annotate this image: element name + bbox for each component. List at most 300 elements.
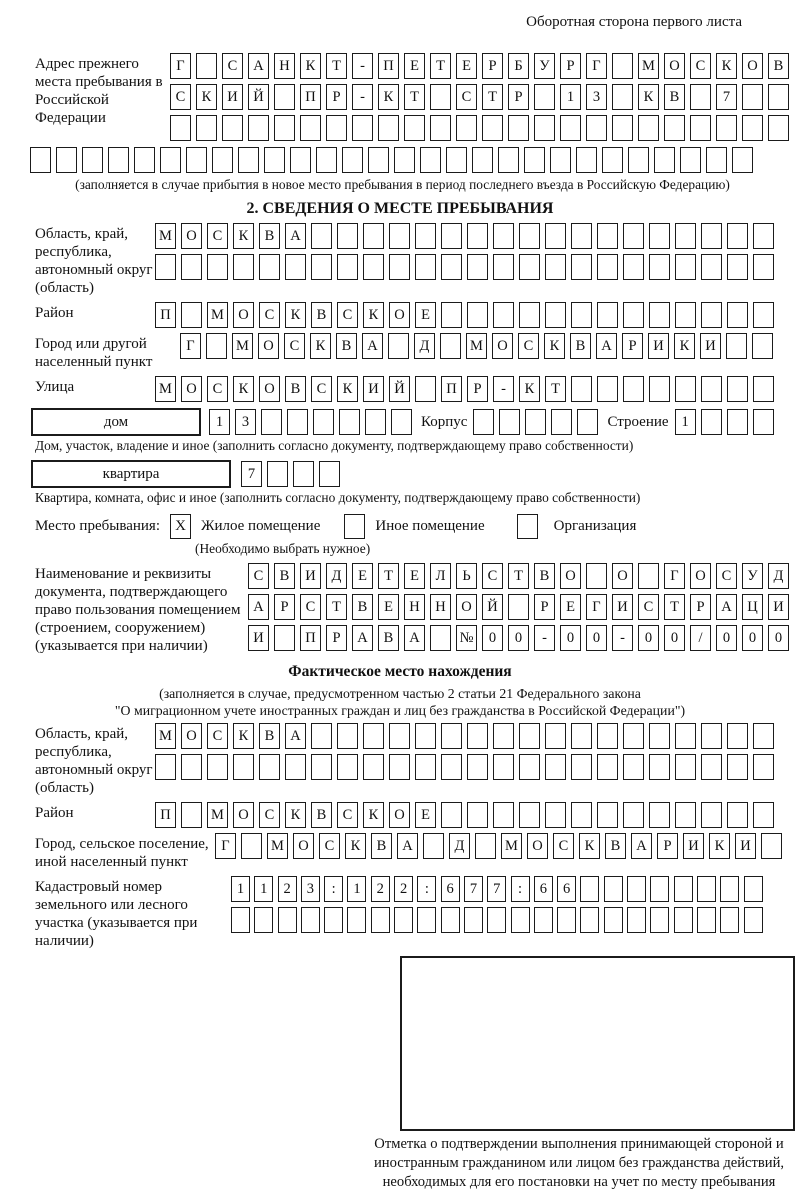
char-box[interactable]	[519, 802, 540, 828]
char-box[interactable]	[493, 254, 514, 280]
char-box[interactable]: Е	[415, 802, 436, 828]
char-box[interactable]: Р	[657, 833, 678, 859]
char-box[interactable]: -	[352, 53, 373, 79]
char-box[interactable]: К	[363, 802, 384, 828]
char-box[interactable]	[472, 147, 493, 173]
char-box[interactable]	[430, 84, 451, 110]
char-box[interactable]: 7	[464, 876, 483, 902]
char-box[interactable]	[473, 409, 494, 435]
char-box[interactable]	[727, 376, 748, 402]
char-box[interactable]: П	[155, 302, 176, 328]
char-box[interactable]	[134, 147, 155, 173]
char-box[interactable]	[339, 409, 360, 435]
char-box[interactable]: Р	[274, 594, 295, 620]
char-box[interactable]	[441, 754, 462, 780]
char-box[interactable]	[222, 115, 243, 141]
char-box[interactable]: О	[293, 833, 314, 859]
char-box[interactable]	[612, 53, 633, 79]
char-box[interactable]	[768, 84, 789, 110]
char-box[interactable]: К	[579, 833, 600, 859]
char-box[interactable]: М	[232, 333, 253, 359]
char-box[interactable]	[623, 723, 644, 749]
char-box[interactable]	[347, 907, 366, 933]
char-box[interactable]	[267, 461, 288, 487]
char-box[interactable]	[287, 409, 308, 435]
char-box[interactable]	[206, 333, 227, 359]
char-box[interactable]: О	[664, 53, 685, 79]
char-box[interactable]: Е	[352, 563, 373, 589]
char-box[interactable]	[623, 254, 644, 280]
char-box[interactable]	[446, 147, 467, 173]
char-box[interactable]: С	[300, 594, 321, 620]
char-box[interactable]: Ь	[456, 563, 477, 589]
char-box[interactable]: О	[181, 376, 202, 402]
char-box[interactable]	[586, 115, 607, 141]
char-box[interactable]	[597, 376, 618, 402]
char-box[interactable]: К	[285, 302, 306, 328]
char-box[interactable]: 3	[235, 409, 256, 435]
char-box[interactable]	[675, 723, 696, 749]
char-box[interactable]: Д	[449, 833, 470, 859]
char-box[interactable]: С	[638, 594, 659, 620]
char-box[interactable]	[701, 376, 722, 402]
char-box[interactable]: 0	[638, 625, 659, 651]
char-box[interactable]	[577, 409, 598, 435]
organization-checkbox[interactable]	[517, 514, 538, 539]
char-box[interactable]: Р	[467, 376, 488, 402]
char-box[interactable]: 7	[487, 876, 506, 902]
char-box[interactable]: Д	[326, 563, 347, 589]
char-box[interactable]: В	[378, 625, 399, 651]
char-box[interactable]	[326, 115, 347, 141]
char-box[interactable]: 6	[534, 876, 553, 902]
char-box[interactable]	[313, 409, 334, 435]
char-box[interactable]: К	[233, 723, 254, 749]
char-box[interactable]	[649, 254, 670, 280]
char-box[interactable]	[597, 302, 618, 328]
char-box[interactable]	[768, 115, 789, 141]
char-box[interactable]: Р	[560, 53, 581, 79]
char-box[interactable]: К	[337, 376, 358, 402]
char-box[interactable]: 1	[347, 876, 366, 902]
char-box[interactable]	[597, 254, 618, 280]
char-box[interactable]	[511, 907, 530, 933]
char-box[interactable]	[744, 907, 763, 933]
char-box[interactable]: Д	[768, 563, 789, 589]
char-box[interactable]	[706, 147, 727, 173]
char-box[interactable]	[467, 254, 488, 280]
char-box[interactable]: С	[259, 802, 280, 828]
char-box[interactable]	[604, 907, 623, 933]
char-box[interactable]: К	[233, 376, 254, 402]
char-box[interactable]: В	[352, 594, 373, 620]
char-box[interactable]: О	[389, 802, 410, 828]
char-box[interactable]: :	[324, 876, 343, 902]
char-box[interactable]	[701, 723, 722, 749]
char-box[interactable]	[441, 723, 462, 749]
char-box[interactable]: А	[596, 333, 617, 359]
char-box[interactable]	[212, 147, 233, 173]
char-box[interactable]	[389, 223, 410, 249]
char-box[interactable]: С	[284, 333, 305, 359]
char-box[interactable]	[571, 802, 592, 828]
char-box[interactable]: Н	[274, 53, 295, 79]
char-box[interactable]	[464, 907, 483, 933]
char-box[interactable]	[389, 254, 410, 280]
char-box[interactable]	[278, 907, 297, 933]
char-box[interactable]	[352, 115, 373, 141]
char-box[interactable]: А	[248, 594, 269, 620]
char-box[interactable]: К	[378, 84, 399, 110]
char-box[interactable]: Г	[664, 563, 685, 589]
char-box[interactable]: И	[363, 376, 384, 402]
char-box[interactable]	[604, 876, 623, 902]
char-box[interactable]	[649, 802, 670, 828]
char-box[interactable]	[674, 907, 693, 933]
char-box[interactable]	[627, 876, 646, 902]
char-box[interactable]	[389, 723, 410, 749]
char-box[interactable]: Т	[430, 53, 451, 79]
char-box[interactable]	[274, 625, 295, 651]
char-box[interactable]: 3	[301, 876, 320, 902]
char-box[interactable]	[550, 147, 571, 173]
char-box[interactable]	[363, 223, 384, 249]
char-box[interactable]	[155, 254, 176, 280]
char-box[interactable]	[586, 563, 607, 589]
char-box[interactable]: С	[259, 302, 280, 328]
char-box[interactable]: Е	[378, 594, 399, 620]
char-box[interactable]	[742, 115, 763, 141]
char-box[interactable]: Г	[586, 594, 607, 620]
char-box[interactable]: О	[233, 302, 254, 328]
char-box[interactable]: П	[300, 84, 321, 110]
char-box[interactable]: В	[605, 833, 626, 859]
char-box[interactable]	[487, 907, 506, 933]
char-box[interactable]: С	[337, 802, 358, 828]
char-box[interactable]: Т	[545, 376, 566, 402]
char-box[interactable]	[508, 115, 529, 141]
char-box[interactable]: П	[441, 376, 462, 402]
char-box[interactable]	[430, 625, 451, 651]
char-box[interactable]: 3	[586, 84, 607, 110]
char-box[interactable]: Р	[508, 84, 529, 110]
char-box[interactable]: С	[337, 302, 358, 328]
char-box[interactable]	[649, 302, 670, 328]
char-box[interactable]: Е	[404, 563, 425, 589]
char-box[interactable]: -	[493, 376, 514, 402]
char-box[interactable]: Й	[389, 376, 410, 402]
char-box[interactable]	[664, 115, 685, 141]
char-box[interactable]	[324, 907, 343, 933]
char-box[interactable]	[415, 723, 436, 749]
char-box[interactable]: Р	[690, 594, 711, 620]
char-box[interactable]: М	[267, 833, 288, 859]
char-box[interactable]	[753, 409, 774, 435]
char-box[interactable]	[467, 802, 488, 828]
residential-checkbox[interactable]: X	[170, 514, 191, 539]
char-box[interactable]	[519, 754, 540, 780]
char-box[interactable]: К	[310, 333, 331, 359]
char-box[interactable]: С	[311, 376, 332, 402]
char-box[interactable]: :	[511, 876, 530, 902]
char-box[interactable]: Е	[456, 53, 477, 79]
char-box[interactable]	[753, 223, 774, 249]
char-box[interactable]	[576, 147, 597, 173]
char-box[interactable]: 7	[241, 461, 262, 487]
char-box[interactable]: 1	[675, 409, 696, 435]
char-box[interactable]: М	[155, 223, 176, 249]
char-box[interactable]	[264, 147, 285, 173]
char-box[interactable]: 1	[231, 876, 250, 902]
char-box[interactable]	[196, 53, 217, 79]
char-box[interactable]: А	[248, 53, 269, 79]
char-box[interactable]: Т	[482, 84, 503, 110]
char-box[interactable]	[241, 833, 262, 859]
char-box[interactable]: 0	[482, 625, 503, 651]
char-box[interactable]	[233, 254, 254, 280]
char-box[interactable]: Т	[664, 594, 685, 620]
char-box[interactable]: А	[404, 625, 425, 651]
char-box[interactable]	[311, 254, 332, 280]
char-box[interactable]	[181, 754, 202, 780]
char-box[interactable]: А	[397, 833, 418, 859]
char-box[interactable]	[316, 147, 337, 173]
char-box[interactable]	[389, 754, 410, 780]
char-box[interactable]	[602, 147, 623, 173]
char-box[interactable]: О	[560, 563, 581, 589]
char-box[interactable]: А	[631, 833, 652, 859]
char-box[interactable]	[417, 907, 436, 933]
char-box[interactable]: И	[300, 563, 321, 589]
char-box[interactable]: 0	[742, 625, 763, 651]
char-box[interactable]	[519, 223, 540, 249]
char-box[interactable]	[337, 754, 358, 780]
char-box[interactable]	[623, 223, 644, 249]
char-box[interactable]	[467, 754, 488, 780]
char-box[interactable]	[415, 254, 436, 280]
char-box[interactable]	[456, 115, 477, 141]
char-box[interactable]	[415, 754, 436, 780]
char-box[interactable]	[56, 147, 77, 173]
char-box[interactable]	[571, 254, 592, 280]
char-box[interactable]: И	[222, 84, 243, 110]
char-box[interactable]	[493, 723, 514, 749]
char-box[interactable]: Т	[326, 53, 347, 79]
char-box[interactable]	[319, 461, 340, 487]
char-box[interactable]	[732, 147, 753, 173]
char-box[interactable]: К	[345, 833, 366, 859]
char-box[interactable]: А	[352, 625, 373, 651]
char-box[interactable]: К	[233, 223, 254, 249]
char-box[interactable]	[196, 115, 217, 141]
char-box[interactable]	[363, 723, 384, 749]
char-box[interactable]: С	[319, 833, 340, 859]
char-box[interactable]	[467, 723, 488, 749]
char-box[interactable]	[441, 254, 462, 280]
char-box[interactable]	[571, 302, 592, 328]
char-box[interactable]	[690, 84, 711, 110]
char-box[interactable]: О	[389, 302, 410, 328]
char-box[interactable]	[274, 115, 295, 141]
char-box[interactable]: В	[311, 802, 332, 828]
char-box[interactable]: И	[648, 333, 669, 359]
char-box[interactable]	[534, 907, 553, 933]
char-box[interactable]	[467, 302, 488, 328]
char-box[interactable]	[753, 376, 774, 402]
char-box[interactable]	[571, 376, 592, 402]
char-box[interactable]	[238, 147, 259, 173]
char-box[interactable]: М	[155, 376, 176, 402]
char-box[interactable]: 1	[560, 84, 581, 110]
char-box[interactable]: С	[690, 53, 711, 79]
char-box[interactable]	[697, 907, 716, 933]
char-box[interactable]	[368, 147, 389, 173]
char-box[interactable]	[274, 84, 295, 110]
char-box[interactable]	[365, 409, 386, 435]
char-box[interactable]: Г	[180, 333, 201, 359]
char-box[interactable]: М	[501, 833, 522, 859]
char-box[interactable]: О	[612, 563, 633, 589]
char-box[interactable]	[181, 254, 202, 280]
char-box[interactable]	[493, 754, 514, 780]
char-box[interactable]	[580, 876, 599, 902]
char-box[interactable]	[720, 907, 739, 933]
char-box[interactable]	[261, 409, 282, 435]
char-box[interactable]	[701, 223, 722, 249]
char-box[interactable]	[519, 254, 540, 280]
char-box[interactable]	[701, 254, 722, 280]
char-box[interactable]	[690, 115, 711, 141]
char-box[interactable]	[551, 409, 572, 435]
char-box[interactable]	[675, 302, 696, 328]
char-box[interactable]: И	[735, 833, 756, 859]
char-box[interactable]: К	[285, 802, 306, 828]
char-box[interactable]	[545, 723, 566, 749]
char-box[interactable]	[649, 223, 670, 249]
char-box[interactable]: О	[527, 833, 548, 859]
char-box[interactable]: Р	[326, 84, 347, 110]
char-box[interactable]: У	[742, 563, 763, 589]
char-box[interactable]	[170, 115, 191, 141]
char-box[interactable]	[248, 115, 269, 141]
char-box[interactable]	[580, 907, 599, 933]
char-box[interactable]: 0	[508, 625, 529, 651]
char-box[interactable]	[675, 254, 696, 280]
char-box[interactable]: В	[664, 84, 685, 110]
char-box[interactable]	[493, 302, 514, 328]
char-box[interactable]	[534, 115, 555, 141]
char-box[interactable]: К	[716, 53, 737, 79]
char-box[interactable]	[675, 754, 696, 780]
char-box[interactable]	[160, 147, 181, 173]
char-box[interactable]	[571, 754, 592, 780]
char-box[interactable]	[30, 147, 51, 173]
char-box[interactable]	[627, 907, 646, 933]
char-box[interactable]: П	[378, 53, 399, 79]
char-box[interactable]: 2	[278, 876, 297, 902]
char-box[interactable]: В	[259, 723, 280, 749]
char-box[interactable]	[391, 409, 412, 435]
char-box[interactable]: М	[155, 723, 176, 749]
char-box[interactable]	[285, 754, 306, 780]
char-box[interactable]: М	[466, 333, 487, 359]
char-box[interactable]	[254, 907, 273, 933]
char-box[interactable]	[753, 754, 774, 780]
char-box[interactable]	[290, 147, 311, 173]
char-box[interactable]: 2	[394, 876, 413, 902]
char-box[interactable]	[727, 802, 748, 828]
char-box[interactable]	[761, 833, 782, 859]
char-box[interactable]	[726, 333, 747, 359]
char-box[interactable]: И	[683, 833, 704, 859]
char-box[interactable]: О	[492, 333, 513, 359]
char-box[interactable]	[181, 802, 202, 828]
char-box[interactable]	[207, 754, 228, 780]
char-box[interactable]: И	[248, 625, 269, 651]
char-box[interactable]	[233, 754, 254, 780]
char-box[interactable]: О	[690, 563, 711, 589]
char-box[interactable]: Ц	[742, 594, 763, 620]
char-box[interactable]: В	[285, 376, 306, 402]
char-box[interactable]: Б	[508, 53, 529, 79]
char-box[interactable]	[293, 461, 314, 487]
char-box[interactable]	[441, 223, 462, 249]
char-box[interactable]: А	[362, 333, 383, 359]
char-box[interactable]	[753, 302, 774, 328]
char-box[interactable]	[623, 754, 644, 780]
char-box[interactable]	[337, 254, 358, 280]
char-box[interactable]	[441, 907, 460, 933]
char-box[interactable]	[259, 754, 280, 780]
char-box[interactable]	[742, 84, 763, 110]
char-box[interactable]: К	[300, 53, 321, 79]
char-box[interactable]: В	[570, 333, 591, 359]
char-box[interactable]: А	[285, 223, 306, 249]
char-box[interactable]	[207, 254, 228, 280]
char-box[interactable]: О	[742, 53, 763, 79]
char-box[interactable]	[441, 802, 462, 828]
char-box[interactable]	[363, 754, 384, 780]
char-box[interactable]	[430, 115, 451, 141]
char-box[interactable]: О	[233, 802, 254, 828]
char-box[interactable]: -	[534, 625, 555, 651]
char-box[interactable]	[363, 254, 384, 280]
char-box[interactable]	[404, 115, 425, 141]
char-box[interactable]: №	[456, 625, 477, 651]
char-box[interactable]	[371, 907, 390, 933]
char-box[interactable]	[753, 254, 774, 280]
char-box[interactable]	[259, 254, 280, 280]
char-box[interactable]: :	[417, 876, 436, 902]
char-box[interactable]: С	[207, 223, 228, 249]
char-box[interactable]	[181, 302, 202, 328]
char-box[interactable]: О	[259, 376, 280, 402]
char-box[interactable]	[727, 254, 748, 280]
char-box[interactable]	[623, 376, 644, 402]
char-box[interactable]	[752, 333, 773, 359]
char-box[interactable]: 0	[560, 625, 581, 651]
char-box[interactable]: С	[170, 84, 191, 110]
char-box[interactable]: К	[363, 302, 384, 328]
char-box[interactable]	[597, 802, 618, 828]
char-box[interactable]	[311, 723, 332, 749]
char-box[interactable]: И	[768, 594, 789, 620]
char-box[interactable]	[420, 147, 441, 173]
char-box[interactable]	[674, 876, 693, 902]
char-box[interactable]	[524, 147, 545, 173]
char-box[interactable]	[612, 84, 633, 110]
char-box[interactable]	[467, 223, 488, 249]
